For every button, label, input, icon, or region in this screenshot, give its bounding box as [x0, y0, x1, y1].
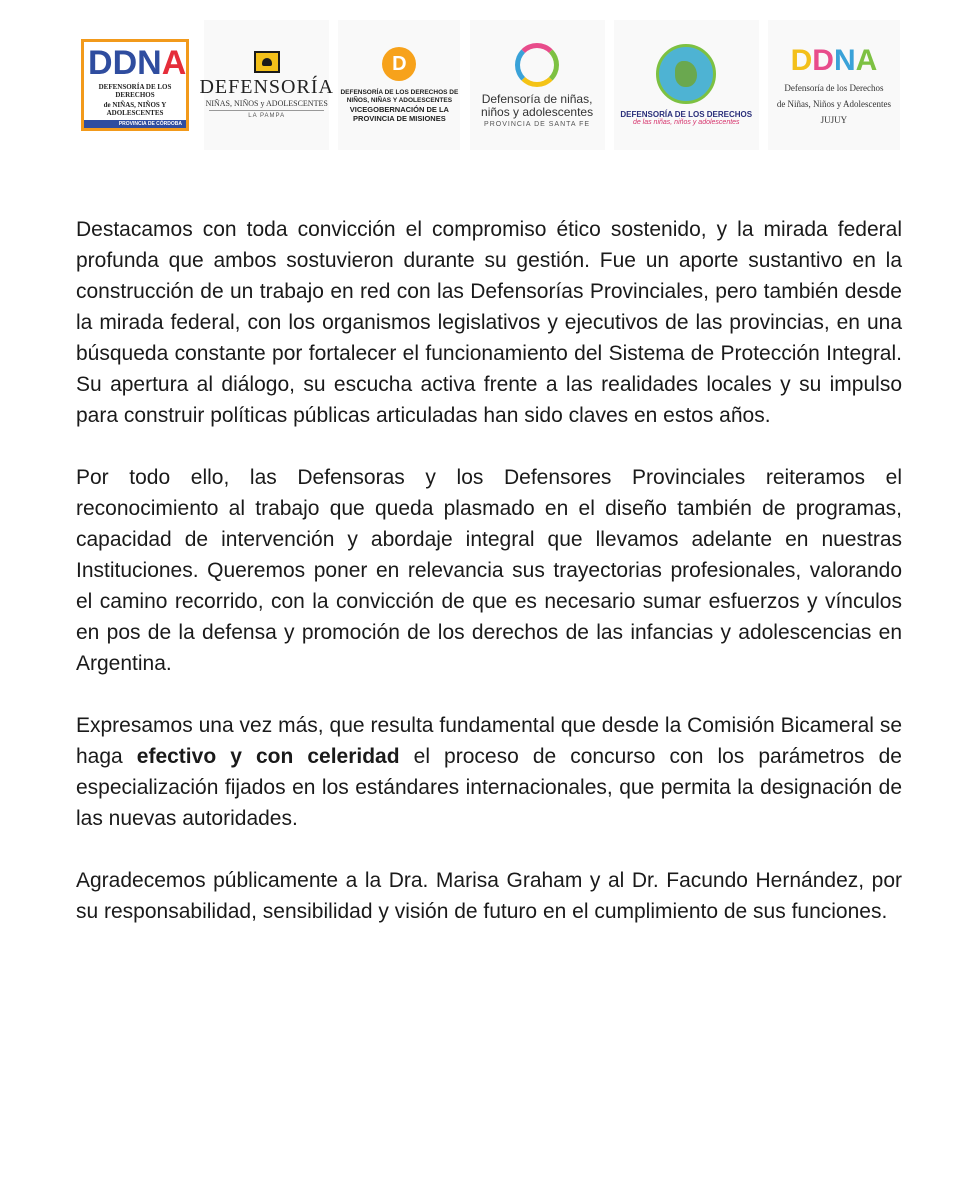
- nacional-logo-subtitle: de las niñas, niños y adolescentes: [632, 119, 740, 126]
- jujuy-logo-line1: Defensoría de los Derechos: [784, 83, 884, 93]
- cordoba-mark-letter: D: [112, 44, 138, 82]
- logo-defensoria-santa-fe: [470, 20, 605, 150]
- logo-strip: [75, 20, 900, 150]
- misiones-emblem-letter: D: [392, 52, 407, 75]
- cordoba-logo-province: PROVINCIA DE CÓRDOBA: [84, 120, 186, 128]
- cordoba-logo-line2: de NIÑAS, NIÑOS Y ADOLESCENTES: [103, 101, 167, 117]
- paragraph-1: Destacamos con toda convicción el compromiso ético sostenido, y la mirada federal profunda que ambos sostuvieron durante su gestión. Fue un aporte sustantivo en la construcción de un trabajo en red con las Defensorías Provinciales, pero también desde la mirada federal, con los organismos legislativos y ejecutivos de las provincias, en una búsqueda constante por fortalecer el funcionamiento del Sistema de Protección Integral. Su apertura al diálogo, su escucha activa frente a las realidades locales y su impulso para construir políticas públicas articuladas han sido claves en estos años.: [76, 218, 902, 427]
- jujuy-mark-letter: D: [812, 44, 834, 77]
- misiones-emblem-icon: [382, 47, 416, 81]
- la-pampa-logo-province: LA PAMPA: [248, 113, 286, 119]
- paragraph-3-text-end: el proceso de concurso con los parámetros de especialización fijados en los estándares internacionales, que permita la designación de las nuevas autoridades.: [76, 745, 902, 830]
- cordoba-mark-letter: N: [137, 44, 162, 82]
- misiones-logo-line1: DEFENSORÍA DE LOS DERECHOS DE: [340, 89, 459, 96]
- misiones-logo-line4: PROVINCIA DE MISIONES: [353, 114, 446, 123]
- logo-defensoria-la-pampa: [199, 20, 334, 150]
- logo-defensoria-misiones: [338, 20, 460, 150]
- paragraph-4: Agradecemos públicamente a la Dra. Marisa Graham y al Dr. Facundo Hernández, por su responsabilidad, sensibilidad y visión de futuro en el cumplimiento de sus funciones.: [76, 869, 902, 923]
- logo-ddna-cordoba: [75, 20, 195, 150]
- misiones-logo-line2: NIÑOS, NIÑAS Y ADOLESCENTES: [346, 97, 453, 104]
- globe-icon: [656, 44, 716, 104]
- la-pampa-logo-divider: [209, 110, 324, 111]
- cordoba-ddna-mark: [88, 44, 187, 82]
- logo-ddna-jujuy: [768, 20, 900, 150]
- logo-defensoria-nacional: [614, 20, 759, 150]
- paragraph-3-text-start: Expresamos una vez más, que resulta fundamental que desde la Comisión Bicameral se haga: [76, 714, 902, 768]
- santa-fe-logo-line2: niños y adolescentes: [481, 104, 594, 119]
- paragraph-2: Por todo ello, las Defensoras y los Defensores Provinciales reiteramos el reconocimiento al trabajo que queda plasmado en el diseño también de programas, capacidad de intervención y abordaje integral que llevamos adelante en nuestras Instituciones. Queremos poner en relevancia sus trayectorias profesionales, valorando el camino recorrido, con la convicción de que es necesario sumar esfuerzos y vínculos en pos de la defensa y promoción de los derechos de las infancias y adolescencias en Argentina.: [76, 466, 902, 675]
- la-pampa-logo-title: DEFENSORÍA: [199, 76, 334, 98]
- santa-fe-logo-province: PROVINCIA DE SANTA FE: [484, 120, 591, 128]
- jujuy-logo-province: JUJUY: [820, 115, 848, 125]
- jujuy-ddna-mark: [791, 45, 878, 77]
- letter-body: [76, 214, 902, 958]
- paragraph-3: [76, 710, 902, 834]
- jujuy-mark-letter: A: [855, 44, 878, 77]
- santa-fe-logo-line1: Defensoría de niñas,: [481, 91, 593, 106]
- paragraph-3-emphasis: efectivo y con celeridad: [136, 745, 400, 768]
- cordoba-logo-frame: [81, 39, 189, 131]
- santa-fe-emblem-icon: [515, 43, 559, 87]
- cordoba-mark-letter: D: [88, 44, 113, 82]
- la-pampa-logo-subtitle: NIÑAS, NIÑOS y ADOLESCENTES: [205, 99, 328, 108]
- nacional-logo-title: DEFENSORÍA DE LOS DERECHOS: [620, 110, 753, 119]
- misiones-logo-line3: VICEGOBERNACIÓN DE LA: [349, 105, 449, 114]
- cordoba-logo-line1: DEFENSORÍA DE LOS DERECHOS: [98, 83, 172, 99]
- jujuy-mark-letter: D: [790, 44, 813, 77]
- jujuy-logo-line2: de Niñas, Niños y Adolescentes: [776, 99, 892, 109]
- cordoba-mark-letter: A: [161, 44, 187, 82]
- jujuy-mark-letter: N: [833, 44, 856, 77]
- la-pampa-emblem-icon: [254, 51, 280, 73]
